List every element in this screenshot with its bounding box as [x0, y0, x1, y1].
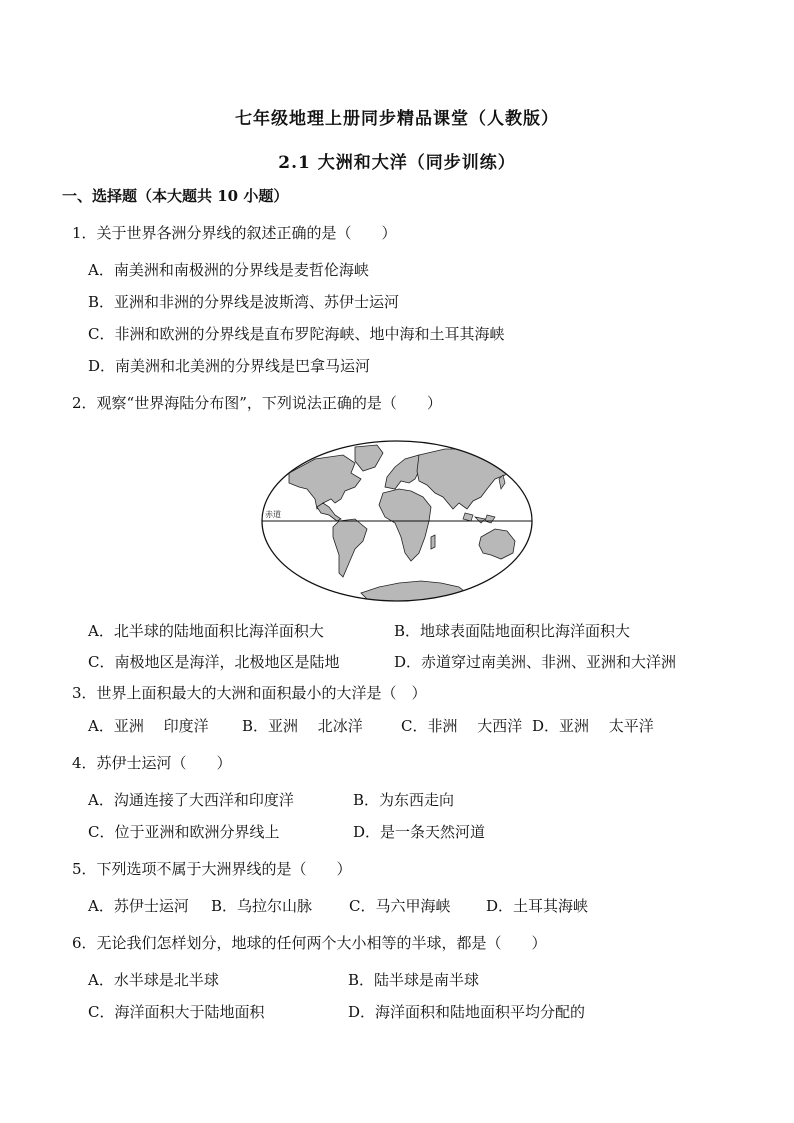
- equator-label: 赤道: [265, 510, 281, 519]
- worksheet-title: 七年级地理上册同步精品课堂（人教版）: [235, 109, 559, 129]
- q2-stem: 2．观察“世界海陆分布图”，下列说法正确的是（ ）: [72, 394, 442, 412]
- q4-stem: 4．苏伊士运河（ ）: [72, 754, 232, 772]
- new-zealand-shape: [519, 559, 525, 571]
- central-america-shape: [317, 503, 341, 521]
- q5-option-d: D．土耳其海峡: [486, 897, 589, 915]
- section-heading: 一、选择题（本大题共 10 小题）: [62, 187, 289, 205]
- q2-option-c: C．南极地区是海洋，北极地区是陆地: [88, 653, 340, 671]
- q1-option-d: D．南美洲和北美洲的分界线是巴拿马运河: [88, 357, 371, 375]
- q1-option-b: B．亚洲和非洲的分界线是波斯湾、苏伊士运河: [88, 293, 400, 311]
- q1-option-a: A．南美洲和南极洲的分界线是麦哲伦海峡: [88, 261, 369, 279]
- q1-option-c: C．非洲和欧洲的分界线是直布罗陀海峡、地中海和土耳其海峡: [88, 325, 505, 343]
- q6-option-b: B．陆半球是南半球: [348, 971, 480, 989]
- q1-stem: 1．关于世界各洲分界线的叙述正确的是（ ）: [72, 224, 397, 242]
- q3-stem: 3．世界上面积最大的大洲和面积最小的大洋是（ ）: [72, 684, 427, 702]
- world-map-figure: [259, 437, 535, 605]
- greenland-shape: [355, 445, 383, 471]
- q2-option-d: D．赤道穿过南美洲、非洲、亚洲和大洋洲: [394, 653, 677, 671]
- q2-option-a: A．北半球的陆地面积比海洋面积大: [88, 622, 324, 640]
- q5-option-c: C．马六甲海峡: [349, 897, 451, 915]
- north-america-shape: [289, 455, 361, 509]
- q4-option-d: D．是一条天然河道: [353, 823, 486, 841]
- q5-option-b: B．乌拉尔山脉: [211, 897, 313, 915]
- q2-option-b: B．地球表面陆地面积比海洋面积大: [394, 622, 631, 640]
- q5-stem: 5．下列选项不属于大洲界线的是（ ）: [72, 860, 352, 878]
- africa-shape: [379, 489, 431, 561]
- q4-option-b: B．为东西走向: [353, 791, 455, 809]
- q5-option-a: A．苏伊士运河: [88, 897, 189, 915]
- q6-option-d: D．海洋面积和陆地面积平均分配的: [348, 1003, 586, 1021]
- q4-option-a: A．沟通连接了大西洋和印度洋: [88, 791, 294, 809]
- asia-shape: [417, 449, 511, 509]
- madagascar-shape: [431, 535, 435, 549]
- q6-option-a: A．水半球是北半球: [88, 971, 219, 989]
- q6-stem: 6．无论我们怎样划分，地球的任何两个大小相等的半球，都是（ ）: [72, 934, 547, 952]
- australia-shape: [479, 529, 515, 559]
- south-america-shape: [333, 519, 367, 577]
- q6-option-c: C．海洋面积大于陆地面积: [88, 1003, 265, 1021]
- lesson-title: 2.1 大洲和大洋（同步训练）: [278, 153, 516, 173]
- q3-option-d: D．亚洲 太平洋: [532, 717, 654, 735]
- q3-option-a: A．亚洲 印度洋: [88, 717, 209, 735]
- q4-option-c: C．位于亚洲和欧洲分界线上: [88, 823, 280, 841]
- q3-option-c: C．非洲 大西洋: [401, 717, 523, 735]
- q3-option-b: B．亚洲 北冰洋: [242, 717, 363, 735]
